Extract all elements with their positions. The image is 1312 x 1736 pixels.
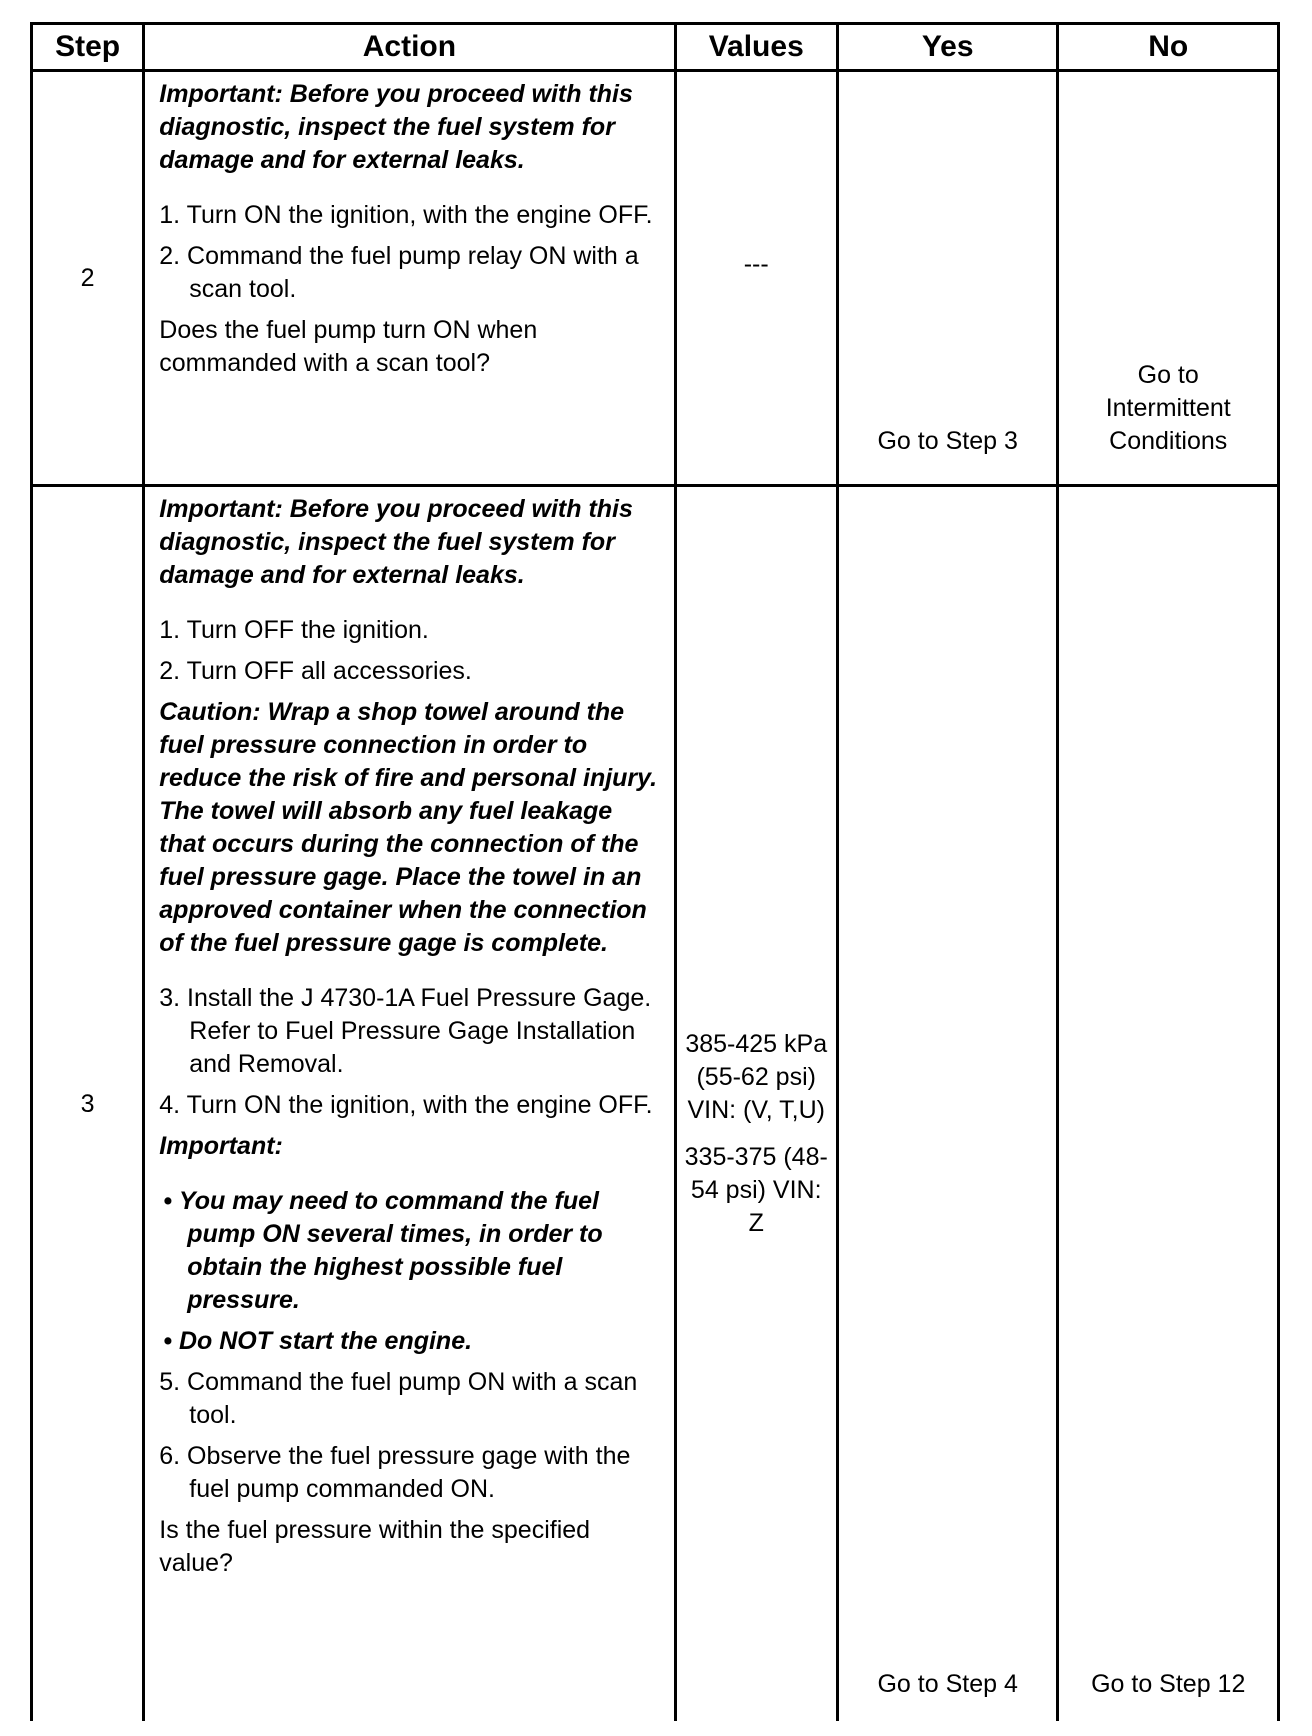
no-text: Go to Intermittent Conditions <box>1105 361 1231 455</box>
yes-text: Go to Step 3 <box>877 427 1018 455</box>
diagnostic-table <box>30 22 1280 1721</box>
action-item: 1. Turn ON the ignition, with the engine OFF. <box>159 201 653 229</box>
header-step: Step <box>32 24 144 71</box>
header-values: Values <box>675 24 837 71</box>
action-cell <box>144 71 675 486</box>
caution-note: Caution: Wrap a shop towel around the fuel pressure connection in order to reduce the risk of fire and personal injury. The towel will absorb any fuel leakage that occurs during the connection of the fuel pressure gage. Place the towel in an approved container when the connection of the fuel pressure gage is complete. <box>159 698 658 957</box>
action-item: 4. Turn ON the ignition, with the engine OFF. <box>159 1091 653 1119</box>
action-item: 5. Command the fuel pump ON with a scan tool. <box>159 1368 638 1429</box>
step-number: 3 <box>32 486 144 1722</box>
action-item: 2. Command the fuel pump relay ON with a scan tool. <box>159 242 639 303</box>
yes-cell <box>837 71 1058 486</box>
header-action: Action <box>144 24 675 71</box>
important-note: Important: Before you proceed with this diagnostic, inspect the fuel system for damage and for external leaks. <box>159 80 633 174</box>
table-row-step-2 <box>32 71 1279 486</box>
header-yes: Yes <box>837 24 1058 71</box>
step-number: 2 <box>32 71 144 486</box>
action-item: 1. Turn OFF the ignition. <box>159 616 429 644</box>
important-note: Important: Before you proceed with this diagnostic, inspect the fuel system for damage and for external leaks. <box>159 495 633 589</box>
action-item: 2. Turn OFF all accessories. <box>159 657 472 685</box>
table-header-row <box>32 24 1279 71</box>
values-text: --- <box>743 249 769 278</box>
yes-cell <box>837 486 1058 1722</box>
values-cell <box>675 71 837 486</box>
values-text: 335-375 (48-54 psi) VIN: Z <box>684 1143 828 1237</box>
bullet-item: • Do NOT start the engine. <box>163 1327 473 1355</box>
important-heading: Important: <box>159 1132 283 1160</box>
action-cell <box>144 486 675 1722</box>
no-text: Go to Step 12 <box>1091 1670 1246 1698</box>
header-no: No <box>1058 24 1279 71</box>
table-row-step-3 <box>32 486 1279 1722</box>
bullet-item: • You may need to command the fuel pump ON several times, in order to obtain the highest possible fuel pressure. <box>163 1187 603 1314</box>
yes-text: Go to Step 4 <box>877 1670 1018 1698</box>
bullet-text: Do NOT start the engine. <box>178 1327 473 1355</box>
values-text: 385-425 kPa (55-62 psi) VIN: (V, T,U) <box>685 1030 828 1124</box>
values-cell <box>675 486 837 1722</box>
no-cell <box>1058 71 1279 486</box>
no-cell <box>1058 486 1279 1722</box>
action-item: 6. Observe the fuel pressure gage with the fuel pump commanded ON. <box>159 1442 631 1503</box>
bullet-text: You may need to command the fuel pump ON several times, in order to obtain the highest possible fuel pressure. <box>178 1187 603 1314</box>
action-question: Does the fuel pump turn ON when commanded with a scan tool? <box>159 316 538 377</box>
action-question: Is the fuel pressure within the specified value? <box>159 1516 591 1577</box>
action-item: 3. Install the J 4730-1A Fuel Pressure Gage. Refer to Fuel Pressure Gage Installation and Removal. <box>159 984 652 1078</box>
